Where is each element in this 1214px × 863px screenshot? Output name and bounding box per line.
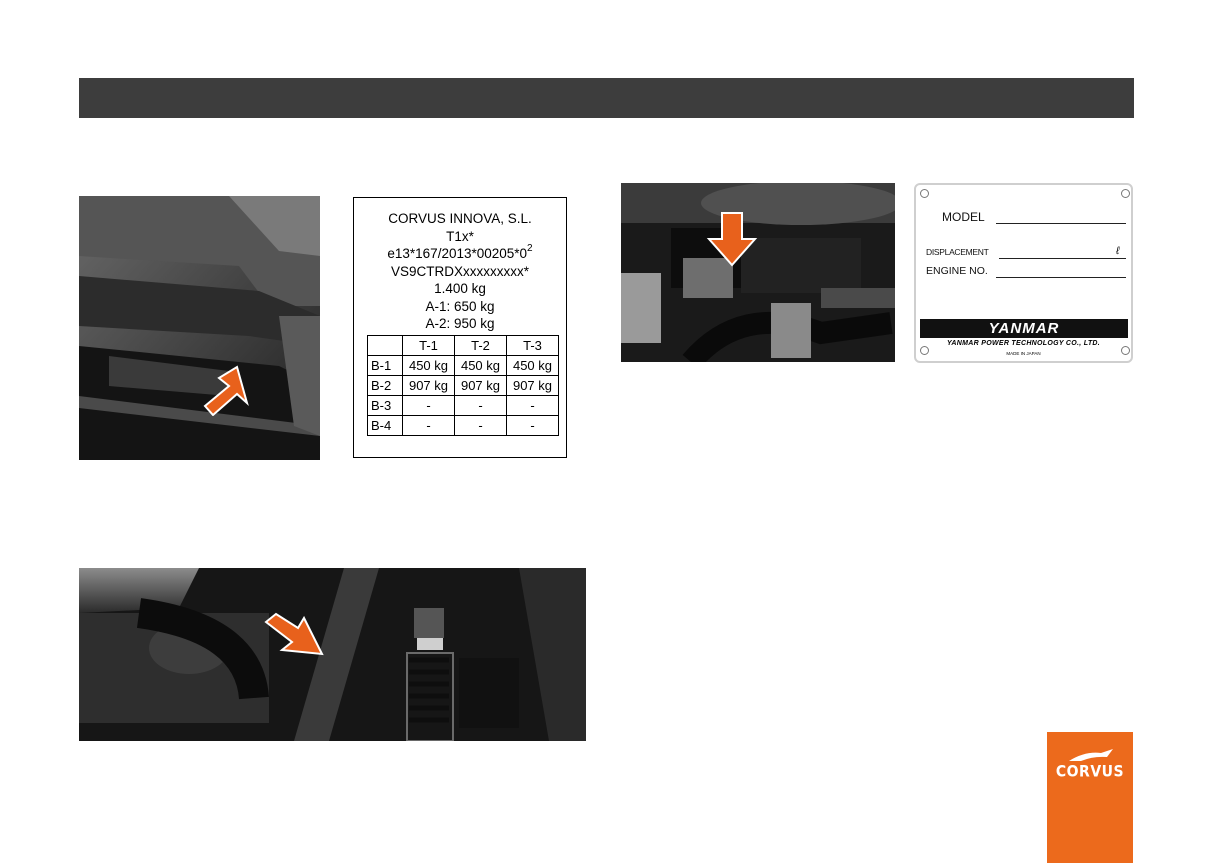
- table-row: [368, 356, 559, 376]
- engine-photo: [621, 183, 895, 362]
- vehicle-identification-plate: [353, 197, 567, 458]
- table-header-cell: T-1: [403, 336, 455, 356]
- table-cell: 907 kg: [507, 376, 559, 396]
- model-label: MODEL: [942, 210, 985, 224]
- plate-line: [354, 242, 566, 263]
- table-cell: B-2: [368, 376, 403, 396]
- frame-photo: [79, 568, 586, 741]
- table-cell: B-4: [368, 416, 403, 436]
- logo-text: CORVUS: [1055, 762, 1125, 782]
- table-row: [368, 396, 559, 416]
- table-cell: 450 kg: [507, 356, 559, 376]
- arrow-icon: [201, 364, 251, 416]
- screw-icon: [1121, 189, 1130, 198]
- table-row: [368, 376, 559, 396]
- plate-line: CORVUS INNOVA, S.L.: [388, 211, 532, 226]
- table-cell: B-1: [368, 356, 403, 376]
- table-header-row: [368, 336, 559, 356]
- corvus-bird-icon: [1067, 747, 1115, 763]
- engine-number-label: ENGINE NO.: [926, 265, 988, 277]
- arrow-icon: [264, 612, 324, 658]
- plate-line: VS9CTRDXxxxxxxxxx*: [390, 263, 530, 279]
- plate-line: A-1: 650 kg: [425, 298, 495, 314]
- screw-icon: [920, 189, 929, 198]
- table-cell: B-3: [368, 396, 403, 416]
- table-header-cell: [368, 336, 403, 356]
- table-header-cell: T-3: [507, 336, 559, 356]
- chassis-photo: [79, 196, 320, 460]
- plate-line: T1x*: [446, 228, 474, 244]
- engine-identification-plate: [914, 183, 1133, 363]
- made-in-label: MADE IN JAPAN: [1006, 351, 1041, 356]
- plate-line: 1.400 kg: [434, 281, 486, 296]
- company-name: YANMAR POWER TECHNOLOGY CO., LTD.: [946, 340, 1100, 347]
- approval-number: e13*167/2013*00205*0: [387, 246, 528, 261]
- axle-load-table: [367, 335, 559, 436]
- table-cell: 907 kg: [455, 376, 507, 396]
- displacement-label: DISPLACEMENT: [926, 247, 989, 257]
- table-cell: 450 kg: [403, 356, 455, 376]
- displacement-unit: ℓ: [1116, 245, 1120, 257]
- table-row: [368, 416, 559, 436]
- plate-line: A-2: 950 kg: [425, 316, 495, 331]
- brand-band: YANMAR: [920, 319, 1128, 338]
- table-header-cell: T-2: [455, 336, 507, 356]
- header-bar: [79, 78, 1134, 118]
- table-cell: 907 kg: [403, 376, 455, 396]
- table-cell: -: [455, 416, 507, 436]
- table-cell: -: [507, 416, 559, 436]
- table-cell: 450 kg: [455, 356, 507, 376]
- table-cell: -: [403, 416, 455, 436]
- arrow-down-icon: [706, 211, 758, 267]
- corvus-logo: [1047, 732, 1133, 863]
- approval-superscript: 2: [527, 242, 533, 254]
- table-cell: -: [455, 396, 507, 416]
- table-cell: -: [403, 396, 455, 416]
- table-cell: -: [507, 396, 559, 416]
